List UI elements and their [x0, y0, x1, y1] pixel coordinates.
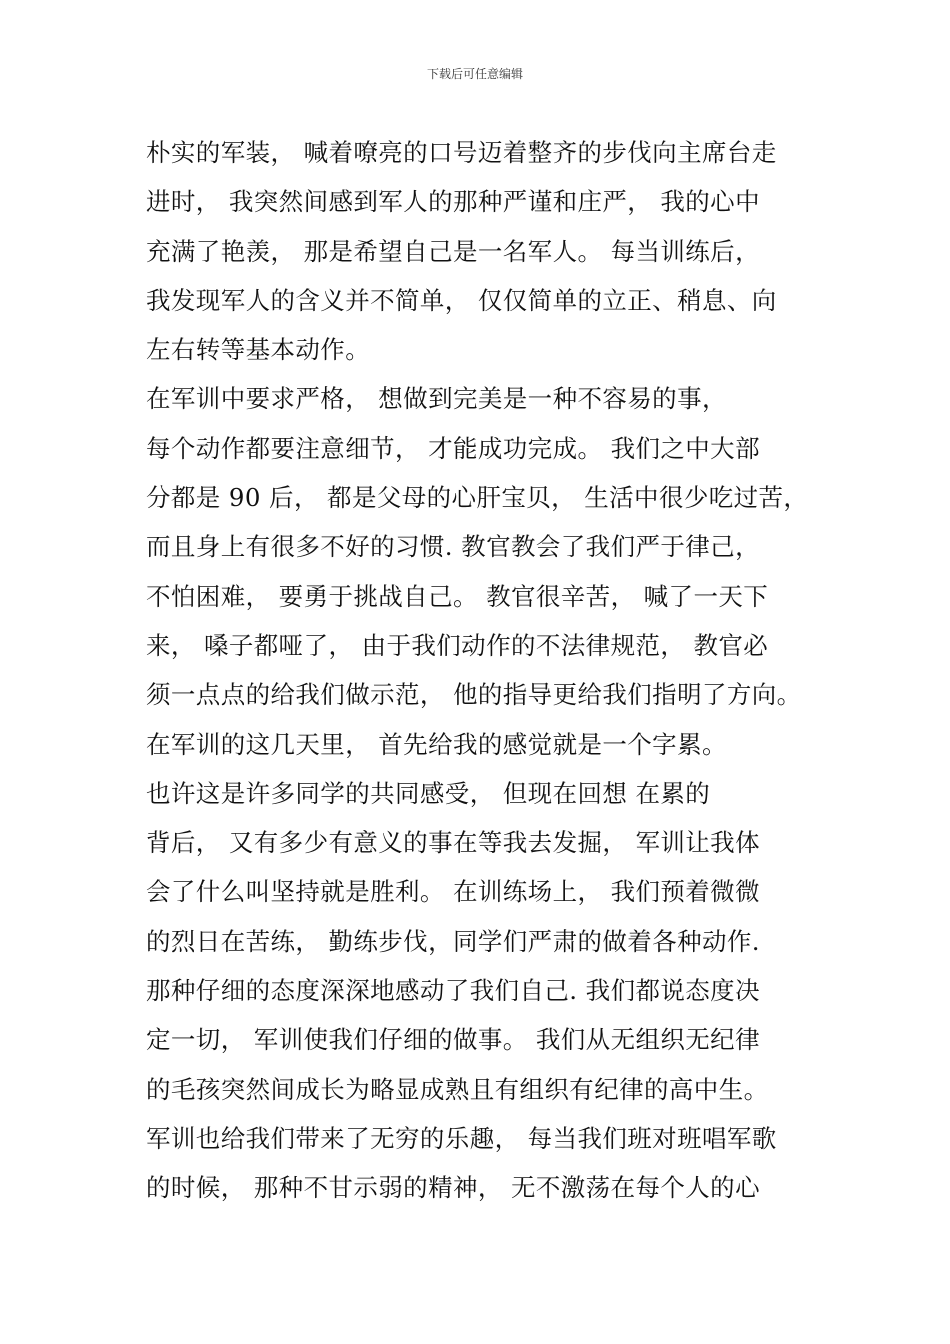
text-line: 朴实的军装， 喊着嘹亮的口号迈着整齐的步伐向主席台走	[146, 138, 777, 167]
text-line: 那种仔细的态度深深地感动了我们自己. 我们都说态度决	[146, 976, 760, 1006]
text-line: 每个动作都要注意细节， 才能成功完成。 我们之中大部	[146, 433, 760, 463]
text-line: 背后， 又有多少有意义的事在等我去发掘， 军训让我体	[146, 828, 760, 858]
document-body	[146, 128, 826, 1213]
text-line: 也许这是许多同学的共同感受， 但现在回想 在累的	[146, 778, 711, 808]
text-line: 会了什么叫坚持就是胜利。 在训练场上， 我们预着微微	[146, 877, 760, 907]
text-line: 军训也给我们带来了无穷的乐趣， 每当我们班对班唱军歌	[146, 1123, 777, 1153]
text-line: 定一切， 军训使我们仔细的做事。 我们从无组织无纪律	[146, 1025, 760, 1055]
text-line: 来， 嗓子都哑了， 由于我们动作的不法律规范， 教官必	[146, 630, 769, 660]
text-line: 的毛孩突然间成长为略显成熟且有组织有纪律的高中生。	[146, 1074, 769, 1104]
text-line: 的时候， 那种不甘示弱的精神， 无不激荡在每个人的心	[146, 1173, 760, 1203]
text-line: 而且身上有很多不好的习惯. 教官教会了我们严于律己，	[146, 532, 760, 562]
text-line: 充满了艳羡， 那是希望自己是一名军人。 每当训练后，	[146, 236, 760, 266]
text-line: 的烈日在苦练， 勤练步伐，同学们严肃的做着各种动作.	[146, 926, 760, 956]
text-line: 在军训的这几天里， 首先给我的感觉就是一个字累。	[146, 729, 727, 759]
text-line: 不怕困难， 要勇于挑战自己。 教官很辛苦， 喊了一天下	[146, 581, 769, 611]
page-header: 下载后可任意编辑	[426, 67, 523, 81]
text-line: 左右转等基本动作。	[146, 335, 371, 365]
text-line: 须一点点的给我们做示范， 他的指导更给我们指明了方向。	[146, 680, 802, 710]
text-line: 进时， 我突然间感到军人的那种严谨和庄严， 我的心中	[146, 187, 760, 217]
text-line: 在军训中要求严格， 想做到完美是一种不容易的事，	[146, 384, 727, 414]
text-line: 我发现军人的含义并不简单， 仅仅简单的立正、稍息、向	[146, 285, 777, 315]
text-line: 分都是 90 后， 都是父母的心肝宝贝， 生活中很少吃过苦，	[146, 483, 809, 513]
